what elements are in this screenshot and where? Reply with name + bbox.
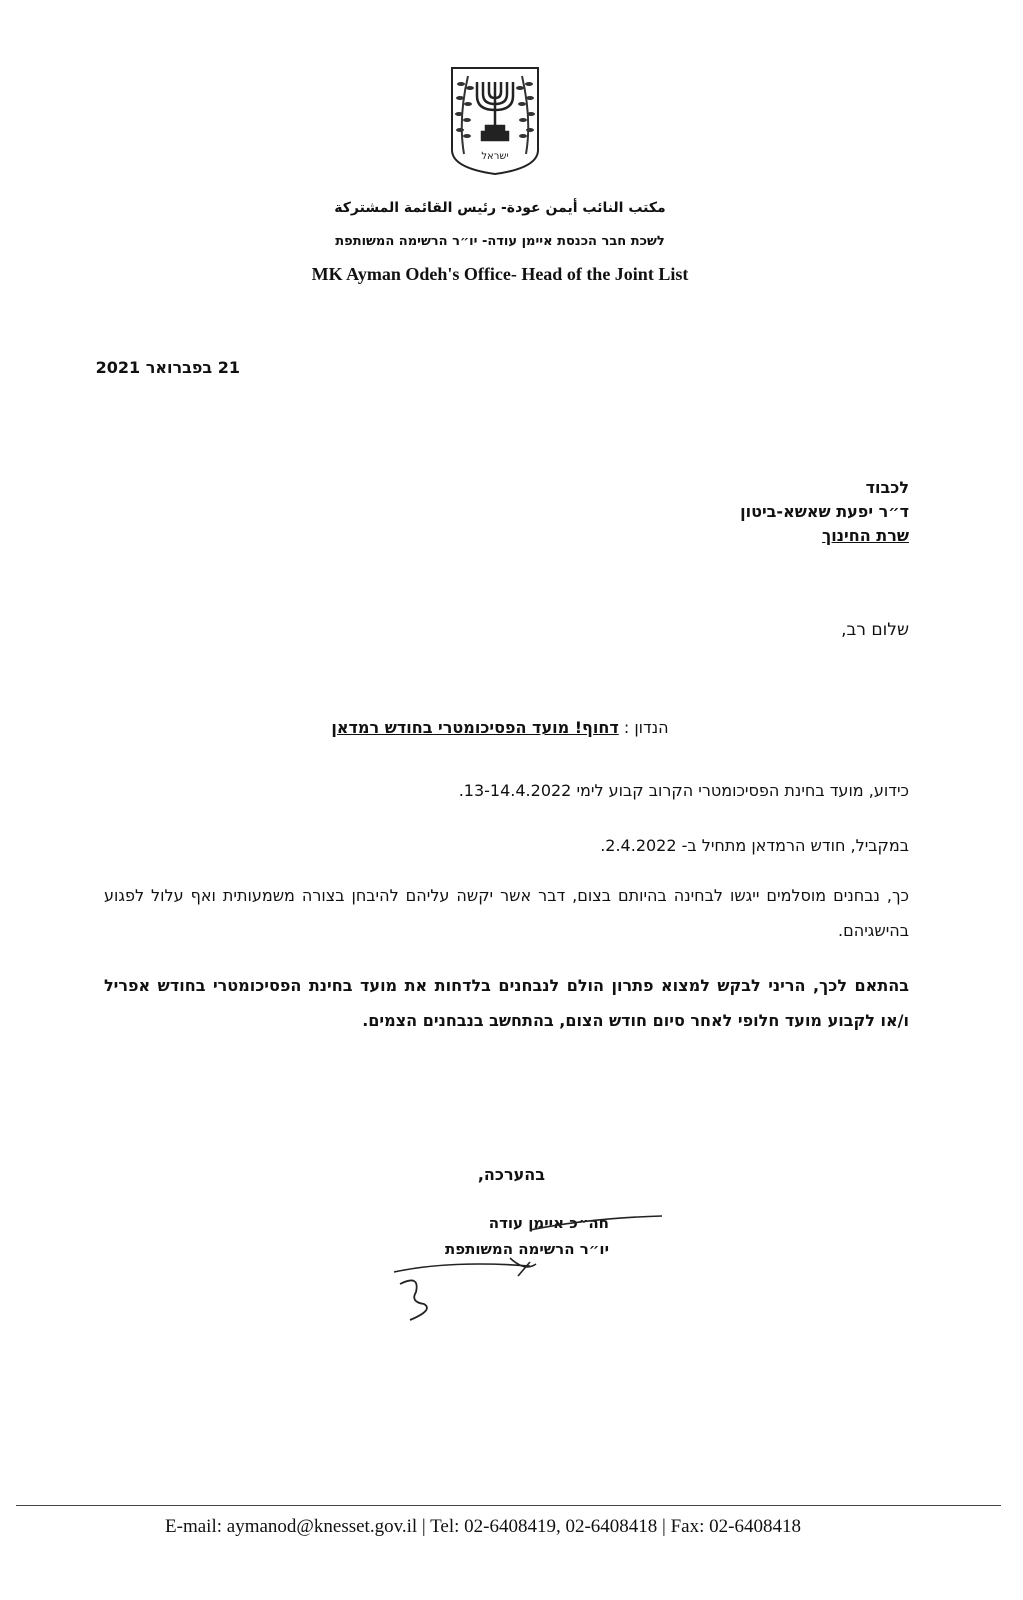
handwritten-signature bbox=[380, 1210, 670, 1330]
greeting: שלום רב, bbox=[841, 620, 909, 640]
letterhead-hebrew: לשכת חבר הכנסת איימן עודה- יו״ר הרשימה המשותפת bbox=[335, 234, 665, 249]
signer-name: חה״כ איימן עודה bbox=[488, 1214, 609, 1232]
letterhead-arabic: مكتب النائب أيمن عودة- رئيس القائمة المشتركة bbox=[334, 200, 666, 216]
signer-title: יו״ר הרשימה המשותפת bbox=[444, 1240, 609, 1258]
subject-line bbox=[0, 718, 1000, 737]
recipient-title: שרת החינוך bbox=[822, 526, 909, 545]
olive-branch-right bbox=[516, 76, 535, 154]
closing: בהערכה, bbox=[477, 1165, 545, 1184]
olive-branch-left bbox=[455, 76, 474, 154]
body-paragraph: כך, נבחנים מוסלמים ייגשו לבחינה בהיותם בצום, דבר אשר יקשה עליהם להיבחן בצורה משמעותית ואף עלול לפגוע בהישגיהם. bbox=[104, 886, 909, 940]
recipient-name: ד״ר יפעת שאשא-ביטון bbox=[740, 502, 909, 521]
letter-date: 21 בפברואר 2021 bbox=[95, 358, 240, 377]
footer-divider bbox=[16, 1505, 1001, 1506]
subject-label: הנדון : bbox=[623, 718, 669, 737]
letterhead-english: MK Ayman Odeh's Office- Head of the Joint List bbox=[311, 264, 689, 284]
emblem-text: ישראל bbox=[481, 151, 509, 162]
recipient-honorific: לכבוד bbox=[865, 478, 909, 497]
subject-text: דחוף! מועד הפסיכומטרי בחודש רמדאן bbox=[331, 718, 619, 737]
state-emblem bbox=[448, 64, 542, 178]
body-paragraph: במקביל, חודש הרמדאן מתחיל ב- 2.4.2022. bbox=[600, 836, 909, 855]
menorah-icon bbox=[477, 82, 513, 140]
body-paragraph-request: בהתאם לכך, הריני לבקש למצוא פתרון הולם לנבחנים בלדחות את מועד בחינת הפסיכומטרי בחודש אפריל ו/או לקבוע מועד חלופי לאחר סיום חודש הצום, בהתחשב בנבחנים הצמים. bbox=[104, 976, 909, 1030]
body-paragraph: כידוע, מועד בחינת הפסיכומטרי הקרוב קבוע לימי 13-14.4.2022. bbox=[458, 781, 909, 800]
recipient-block bbox=[740, 476, 909, 548]
footer-contact: E-mail: aymanod@knesset.gov.il | Tel: 02-6408419, 02-6408418 | Fax: 02-6408418 bbox=[165, 1516, 801, 1537]
